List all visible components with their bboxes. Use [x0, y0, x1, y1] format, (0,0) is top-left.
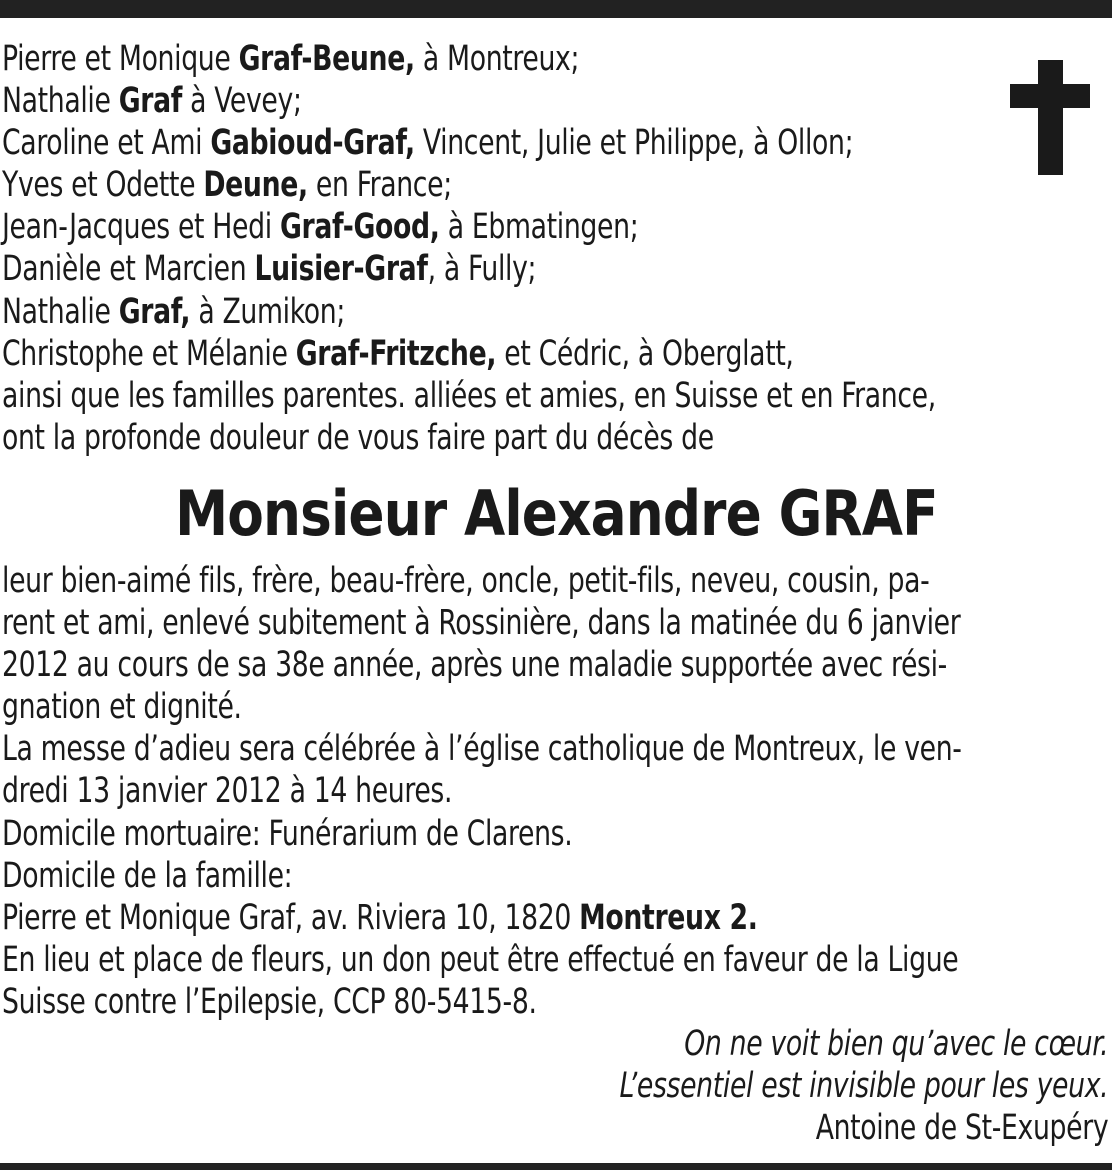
family-home-label: Domicile de la famille: [2, 855, 293, 896]
family-address: Pierre et Monique Graf, av. Riviera 10, 1820 Montreux 2. [2, 897, 758, 938]
donation-line: Suisse contre l’Epilepsie, CCP 80-5415-8. [2, 981, 537, 1022]
family-line: Nathalie Graf à Vevey; [2, 81, 302, 122]
family-line: Christophe et Mélanie Graf-Fritzche, et Cédric, à Oberglatt, [2, 333, 794, 374]
announcement-line: gnation et dignité. [2, 687, 242, 728]
announcement-line: leur bien-aimé fils, frère, beau-frère, oncle, petit-fils, neveu, cousin, pa- [2, 561, 930, 601]
announcement-line: rent et ami, enlevé subitement à Rossinière, dans la matinée du 6 janvier [2, 603, 961, 644]
announcement-line: 2012 au cours de sa 38e année, après une maladie supportée avec rési- [2, 645, 947, 686]
family-line: Jean-Jacques et Hedi Graf-Good, à Ebmatingen; [2, 207, 639, 248]
family-line: Caroline et Ami Gabioud-Graf, Vincent, Julie et Philippe, à Ollon; [2, 123, 854, 164]
intro-line: ainsi que les familles parentes. alliées et amies, en Suisse et en France, [2, 375, 936, 416]
family-line: Yves et Odette Deune, en France; [2, 165, 452, 206]
quote-line: On ne voit bien qu’avec le cœur. [683, 1024, 1108, 1064]
quote-block [540, 1023, 1108, 1149]
intro-line: ont la profonde douleur de vous faire part du décès de [2, 417, 714, 458]
announcement-body [2, 560, 1108, 1023]
mass-line: La messe d’adieu sera célébrée à l’église catholique de Montreux, le ven- [2, 729, 962, 770]
family-line: Nathalie Graf, à Zumikon; [2, 291, 345, 332]
donation-line: En lieu et place de fleurs, un don peut être effectué en faveur de la Ligue [2, 939, 959, 980]
top-rule [0, 0, 1112, 18]
mass-line: dredi 13 janvier 2012 à 14 heures. [2, 771, 453, 812]
deceased-name: Monsieur Alexandre GRAF [174, 477, 938, 550]
bottom-rule [0, 1163, 1112, 1170]
family-line: Pierre et Monique Graf-Beune, à Montreux; [2, 39, 580, 79]
quote-author: Antoine de St-Exupéry [815, 1108, 1108, 1148]
quote-line: L’essentiel est invisible pour les yeux. [619, 1066, 1108, 1106]
family-line: Danièle et Marcien Luisier-Graf, à Fully; [2, 249, 537, 290]
family-list [2, 38, 1108, 459]
mortuary-line: Domicile mortuaire: Funérarium de Clarens. [2, 813, 573, 854]
